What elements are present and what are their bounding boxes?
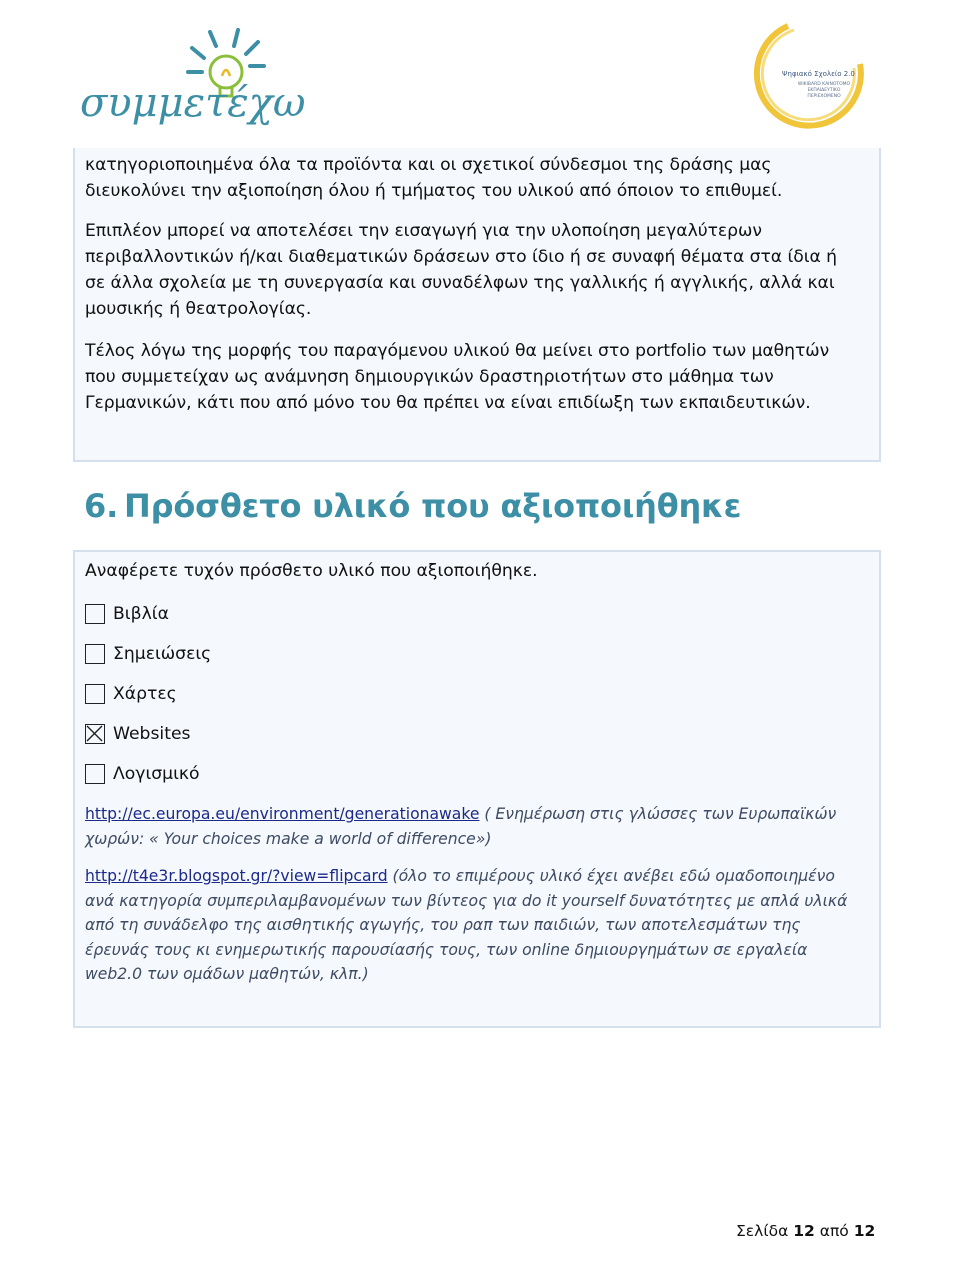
paragraph: Επιπλέον μπορεί να αποτελέσει την εισαγωγή για την υλοποίηση μεγαλύτερων περιβαλλοντικών ή/και διαθεματικών δράσεων στο ίδιο ή σε συναφή θέματα στα ίδια ή σε άλλα σχολεία με τη συνεργασία και συναδέλφων της γαλλικής ή αγγλικής, αλλά και μουσικής ή θεατρολογίας. — [85, 221, 838, 319]
section-intro: Αναφέρετε τυχόν πρόσθετο υλικό που αξιοποιήθηκε. — [85, 561, 538, 581]
checkbox-books[interactable] — [85, 601, 169, 627]
checkbox-label: Λογισμικό — [113, 764, 200, 784]
logo-right-subtitle: WIKIBARD ΚΑΙΝΟΤΟΜΟ ΕΚΠΑΙΔΕΥΤΙΚΟ ΠΕΡΙΕΧΟΜΕΝΟ — [797, 82, 851, 99]
checkbox-label: Σημειώσεις — [113, 644, 212, 664]
current-page: 12 — [793, 1222, 815, 1240]
checkmark-x-icon — [86, 725, 103, 742]
section-heading — [84, 482, 741, 530]
checkbox-websites[interactable] — [85, 721, 190, 747]
logo-wordmark: συμμετέχω — [80, 80, 306, 126]
page-word: Σελίδα — [736, 1222, 789, 1240]
section6-box — [73, 550, 881, 1028]
symmeteho-logo — [78, 26, 306, 141]
paragraph: Τέλος λόγω της μορφής του παραγόμενου υλικού θα μείνει στο portfolio των μαθητών που συμμετείχαν ως ανάμνηση δημιουργικών δραστηριοτήτων στο μάθημα των Γερμανικών, κάτι που από μόνο του θα πρέπει να είναι επιδίωξη των εκπαιδευτικών. — [85, 341, 830, 413]
checkbox-label: Websites — [113, 724, 191, 744]
checkbox-software[interactable] — [85, 761, 200, 787]
reference-item — [85, 864, 849, 987]
section5-box — [73, 148, 881, 462]
reference-note: ( Ενημέρωση στις γλώσσες των Ευρωπαϊκών χωρών: « Your choices make a world of difference») — [85, 805, 837, 848]
checkbox-maps[interactable] — [85, 681, 177, 707]
checkbox-notes[interactable] — [85, 641, 211, 667]
reference-note: (όλο το επιμέρους υλικό έχει ανέβει εδώ ομαδοποιημένο ανά κατηγορία συμπεριλαμβανομένων των βίντεος για do it yourself δυνατότητες με απλά υλικά από τη συνάδελφο της αισθητικής αγωγής, του ραπ των παιδιών, των αποτελεσμάτων της έρευνάς τους κι ενημερωτικής παρουσίασής τους, των online δημιουργημάτων σε εργαλεία web2.0 των ομάδων μαθητών, κλπ.) — [85, 867, 848, 983]
checkbox-label: Χάρτες — [113, 684, 177, 704]
paragraph: κατηγοριοποιημένα όλα τα προϊόντα και οι σχετικοί σύνδεσμοι της δράσης μας διευκολύνει την αξιοποίηση όλου ή τμήματος του υλικού από όποιον το επιθυμεί. — [85, 155, 783, 201]
of-word: από — [819, 1222, 849, 1240]
checkbox-box[interactable] — [85, 764, 105, 784]
section-title: Πρόσθετο υλικό που αξιοποιήθηκε — [124, 487, 742, 525]
checkbox-box[interactable] — [85, 644, 105, 664]
logo-right-title: Ψηφιακό Σχολείο 2.0 — [782, 70, 855, 78]
reference-link[interactable]: http://t4e3r.blogspot.gr/?view=flipcard — [85, 867, 388, 885]
checkbox-box-checked[interactable] — [85, 724, 105, 744]
total-pages: 12 — [853, 1222, 876, 1240]
section-number: 6. — [84, 487, 119, 525]
checkbox-label: Βιβλία — [113, 604, 169, 624]
checkbox-box[interactable] — [85, 684, 105, 704]
page-number-footer — [736, 1220, 875, 1242]
reference-item — [85, 802, 849, 851]
reference-link[interactable]: http://ec.europa.eu/environment/generationawake — [85, 805, 480, 823]
checkbox-box[interactable] — [85, 604, 105, 624]
digital-school-logo — [772, 18, 872, 136]
